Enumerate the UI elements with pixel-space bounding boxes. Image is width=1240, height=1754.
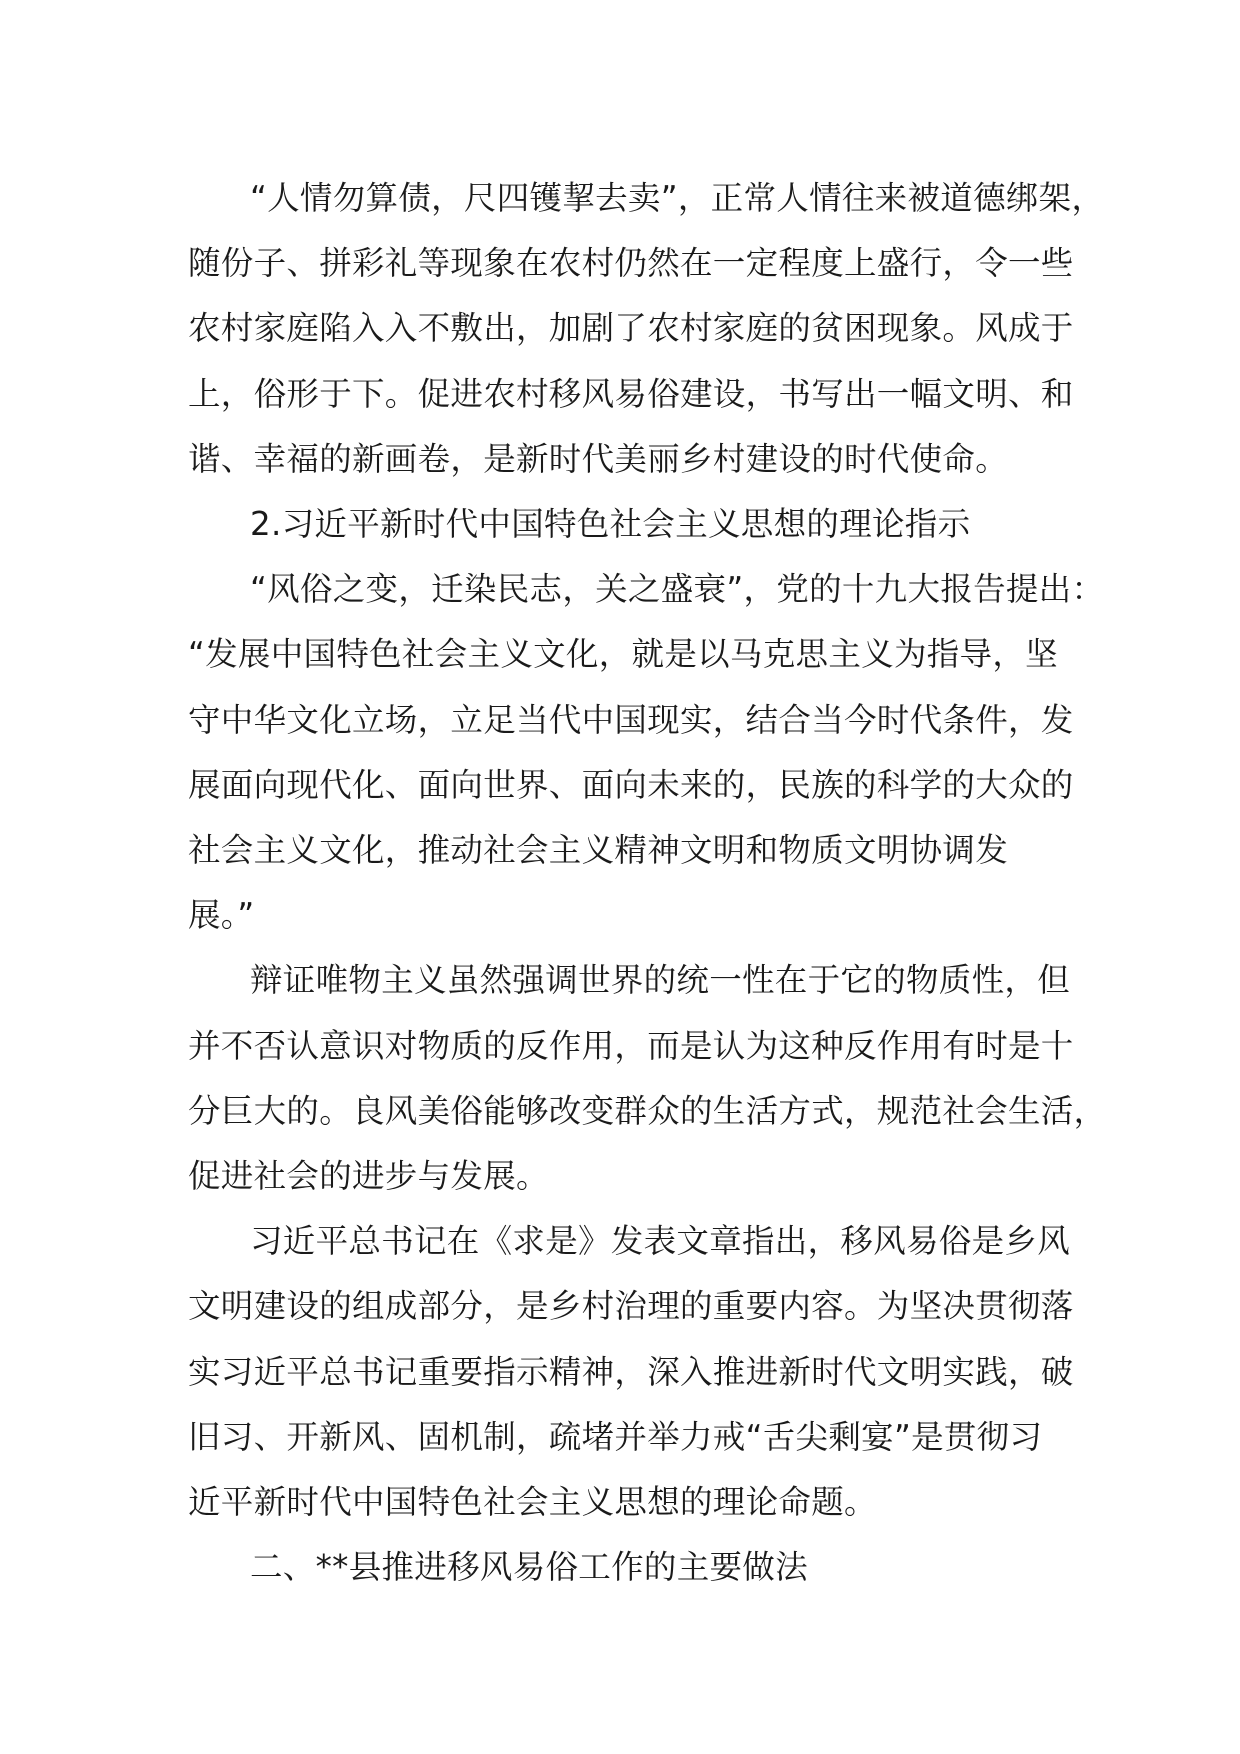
text-line: 上，俗形于下。促进农村移风易俗建设，书写出一幅文明、和 [188,374,1074,413]
text-line: 近平新时代中国特色社会主义思想的理论命题。 [188,1483,877,1522]
text-line: “人情勿算债，尺四镬挈去卖”，正常人情往来被道德绑架， [250,179,1105,217]
text-line: 习近平总书记在《求是》发表文章指出，移风易俗是乡风 [250,1222,1071,1261]
text-line: “风俗之变，迁染民志，关之盛衰”，党的十九大报告提出： [250,570,1105,609]
section-heading-two [188,1535,1078,1600]
paragraph-p4 [188,948,1107,1209]
heading-line: 二、**县推进移风易俗工作的主要做法 [250,1548,808,1587]
text-line: “发展中国特色社会主义文化，就是以马克思主义为指导，坚 [188,635,1058,674]
section-heading-2 [188,492,1078,557]
text-line: 谐、幸福的新画卷，是新时代美丽乡村建设的时代使命。 [188,439,1009,478]
text-line: 分巨大的。良风美俗能够改变群众的生活方式，规范社会生活， [188,1091,1107,1130]
text-line: 守中华文化立场，立足当代中国现实，结合当今时代条件，发 [188,700,1074,739]
text-line: 实习近平总书记重要指示精神，深入推进新时代文明实践，破 [188,1352,1074,1391]
document-body [188,166,1107,1600]
paragraph-p5 [188,1209,1078,1535]
text-line: 促进社会的进步与发展。 [188,1157,549,1196]
text-line: 展。” [188,896,255,935]
paragraph-p3 [188,557,1105,948]
text-line: 并不否认意识对物质的反作用，而是认为这种反作用有时是十 [188,1026,1074,1065]
text-line: 社会主义文化，推动社会主义精神文明和物质文明协调发 [188,831,1009,870]
text-line: 文明建设的组成部分，是乡村治理的重要内容。为坚决贯彻落 [188,1287,1074,1326]
text-line: 辩证唯物主义虽然强调世界的统一性在于它的物质性，但 [250,961,1071,1000]
text-line: 旧习、开新风、固机制，疏堵并举力戒“舌尖剩宴”是贯彻习 [188,1417,1043,1456]
heading-line: 2.习近平新时代中国特色社会主义思想的理论指示 [250,505,971,544]
text-line: 展面向现代化、面向世界、面向未来的，民族的科学的大众的 [188,765,1074,804]
text-line: 随份子、拼彩礼等现象在农村仍然在一定程度上盛行，令一些 [188,244,1074,283]
paragraph-p1 [188,166,1105,492]
text-line: 农村家庭陷入入不敷出，加剧了农村家庭的贫困现象。风成于 [188,309,1074,348]
